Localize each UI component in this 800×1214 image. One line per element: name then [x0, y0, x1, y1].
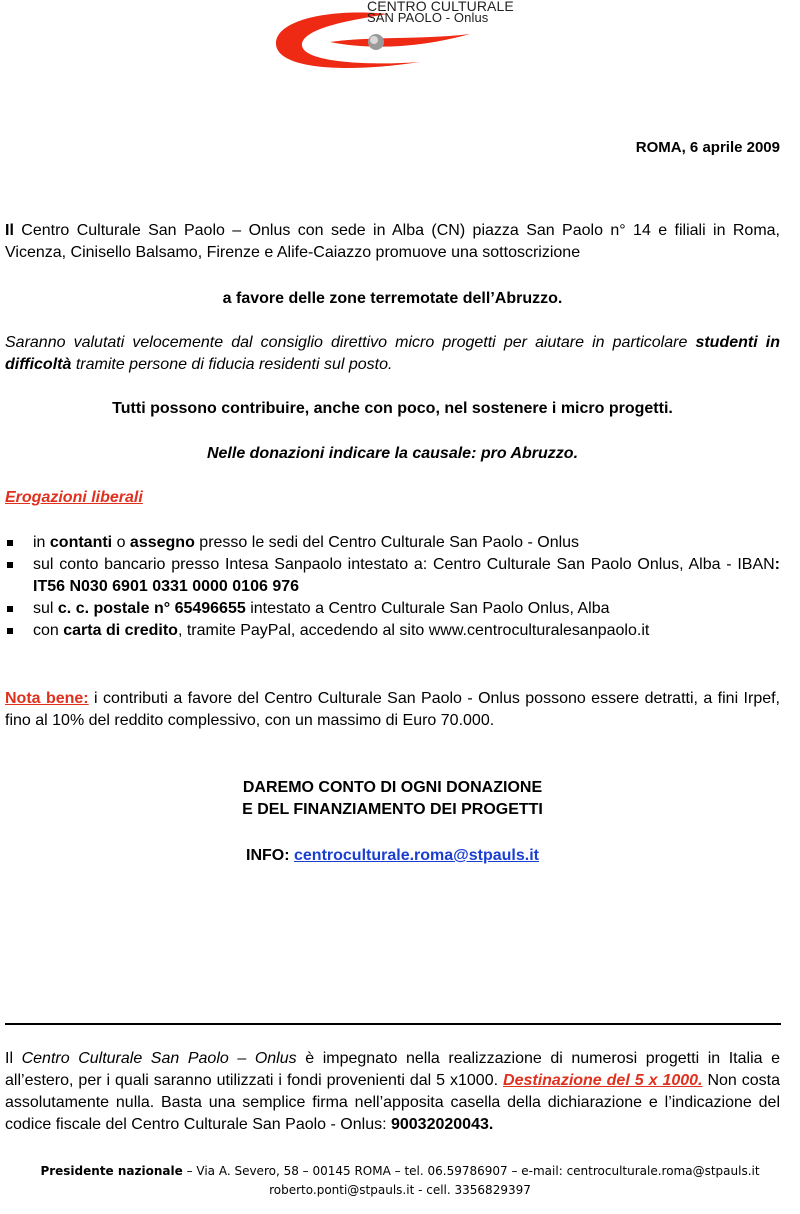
logo-wordmark	[367, 0, 514, 24]
logo-line-1: CENTRO CULTURALE	[367, 0, 514, 14]
bullet-icon	[7, 628, 13, 634]
nota-bene-paragraph	[5, 688, 780, 732]
list-item-bank: sul conto bancario presso Intesa Sanpaolo intestato a: Centro Culturale San Paolo Onlus, Alba - IBAN: IT56 N030 6901 0331 0000 0106 976	[5, 554, 780, 598]
contribute-line: Tutti possono contribuire, anche con poco, nel sostenere i micro progetti.	[112, 400, 673, 417]
five-per-mille-link: Destinazione del 5 x 1000.	[503, 1072, 703, 1089]
footer-line-1	[0, 1163, 800, 1180]
footer-line-2: roberto.ponti@stpauls.it - cell. 3356829397	[269, 1183, 531, 1197]
projects-highlight: studenti in difficoltà	[5, 334, 780, 373]
nota-bene-label: Nota bene:	[5, 690, 89, 707]
list-item-cash: in contanti o assegno presso le sedi del Centro Culturale San Paolo - Onlus	[5, 532, 780, 554]
five-per-mille-paragraph: Il Centro Culturale San Paolo – Onlus è impegnato nella realizzazione di numerosi progetti in Italia e all’estero, per i quali saranno utilizzati i fondi provenienti dal 5 x1000. Destinazione del 5 x 1000. Non costa assolutamente nulla. Basta una semplice firma nell’apposita casella della dichiarazione e l’indicazione del codice fiscale del Centro Culturale San Paolo - Onlus: 90032020043.	[5, 1050, 781, 1133]
erogazioni-title-text: Erogazioni liberali	[5, 489, 143, 506]
list-item-postal: sul c. c. postale n° 65496655 intestato a Centro Culturale San Paolo Onlus, Alba	[5, 598, 780, 620]
info-label: INFO:	[246, 847, 294, 864]
divider	[5, 1023, 781, 1025]
intro-text: Centro Culturale San Paolo – Onlus con sede in Alba (CN) piazza San Paolo n° 14 e filiali in Roma, Vicenza, Cinisello Balsamo, Firenze e Alife-Caiazzo promuove una sottoscrizione	[5, 222, 780, 261]
projects-paragraph	[5, 332, 780, 376]
projects-text-2: tramite persone di fiducia residenti sul posto.	[71, 356, 393, 373]
bullet-icon	[7, 562, 13, 568]
bullet-icon	[7, 606, 13, 612]
donation-methods	[5, 532, 780, 642]
logo-line-2: SAN PAOLO - Onlus	[367, 10, 489, 25]
intro-headline: a favore delle zone terremotate dell’Abruzzo.	[222, 290, 563, 307]
erogazioni-title	[5, 487, 780, 509]
accountability-line-2: E DEL FINANZIAMENTO DEI PROGETTI	[242, 801, 543, 818]
fiscal-code: 90032020043.	[390, 1116, 494, 1133]
list-item-credit-card: con carta di credito, tramite PayPal, accedendo al sito www.centroculturalesanpaolo.it	[5, 620, 780, 642]
letter-date: ROMA, 6 aprile 2009	[635, 139, 780, 156]
nota-bene-text: i contributi a favore del Centro Culturale San Paolo - Onlus possono essere detratti, a fini Irpef, fino al 10% del reddito complessivo, con un massimo di Euro 70.000.	[5, 690, 780, 729]
intro-lead: Il	[5, 222, 14, 239]
intro-paragraph	[5, 220, 780, 264]
projects-text-1: Saranno valutati velocemente dal consiglio direttivo micro progetti per aiutare in particolare	[5, 334, 696, 351]
bullet-icon	[7, 540, 13, 546]
info-email-link[interactable]: centroculturale.roma@stpauls.it	[294, 847, 539, 864]
causale-line: Nelle donazioni indicare la causale: pro Abruzzo.	[206, 445, 579, 462]
accountability-line-1: DAREMO CONTO DI OGNI DONAZIONE	[242, 779, 543, 796]
info-line	[5, 845, 780, 867]
footer-address: – Via A. Severo, 58 – 00145 ROMA – tel. 06.59786907 – e-mail: centroculturale.roma@stpauls.it	[182, 1164, 760, 1178]
accountability-heading	[5, 777, 780, 821]
footer-president-label: Presidente nazionale	[40, 1164, 183, 1178]
